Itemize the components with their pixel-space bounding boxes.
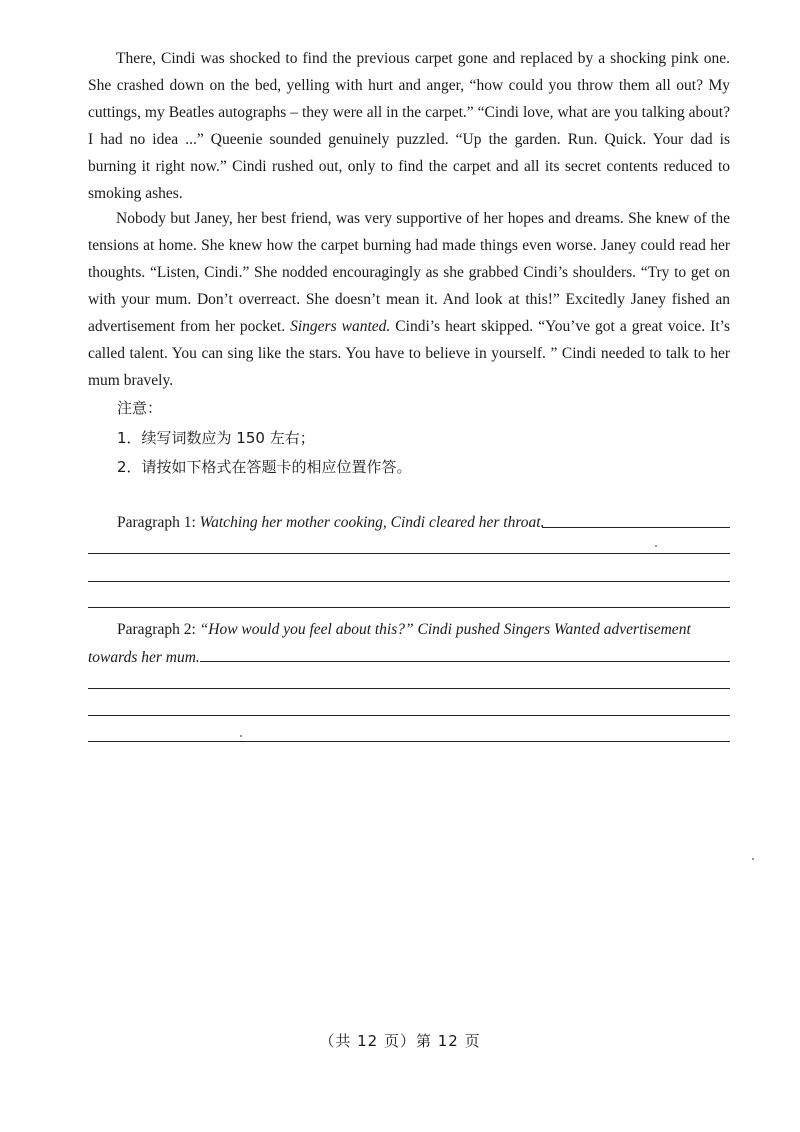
answer-line[interactable] — [88, 715, 730, 716]
scan-speck — [240, 735, 242, 737]
notes-item-2: 2．请按如下格式在答题卡的相应位置作答。 — [117, 458, 412, 476]
answer-line[interactable] — [542, 527, 730, 528]
answer-line[interactable] — [88, 581, 730, 582]
answer-line[interactable] — [88, 688, 730, 689]
story-paragraph-2: Nobody but Janey, her best friend, was very supportive of her hopes and dreams. She knew of the tensions at home. She knew how the carpet burning had made things even worse. Janey could read her thoughts. “Listen, Cindi.” She nodded encouragingly as she grabbed Cindi’s shoulders. “Try to get on with your mum. Don’t overreact. She doesn’t mean it. And look at this!” Excitedly Janey fished an advertisement from her pocket. Singers wanted. Cindi’s heart skipped. “You’ve got a great voice. It’s called talent. You can sing like the stars. You have to believe in yourself. ” Cindi needed to talk to her mum bravely. — [88, 210, 730, 389]
answer-line[interactable] — [200, 661, 730, 662]
answer-line[interactable] — [88, 553, 730, 554]
story-paragraph-1: There, Cindi was shocked to find the previous carpet gone and replaced by a shocking pink one. She crashed down on the bed, yelling with hurt and anger, “how could you throw them all out? My cuttings, my Beatles autographs – they were all in the carpet.” “Cindi love, what are you talking about? I had no idea ...” Queenie sounded genuinely puzzled. “Up the garden. Run. Quick. Your dad is burning it right now.” Cindi rushed out, only to find the carpet and all its secret contents reduced to smoking ashes. — [88, 50, 730, 202]
paragraph-2-prompt: Paragraph 2: “How would you feel about this?” Cindi pushed Singers Wanted advertisement — [117, 621, 691, 638]
scan-speck — [752, 858, 754, 860]
scan-speck — [655, 545, 657, 547]
notes-item-1: 1．续写词数应为 150 左右； — [117, 429, 315, 447]
answer-line[interactable] — [88, 607, 730, 608]
answer-line[interactable] — [88, 741, 730, 742]
page-footer: （共 12 页）第 12 页 — [319, 1032, 481, 1050]
paragraph-1-prompt: Paragraph 1: Watching her mother cooking, Cindi cleared her throat. — [117, 514, 545, 531]
notes-heading: 注意： — [117, 399, 163, 417]
paragraph-2-prompt-cont: towards her mum. — [88, 649, 200, 666]
